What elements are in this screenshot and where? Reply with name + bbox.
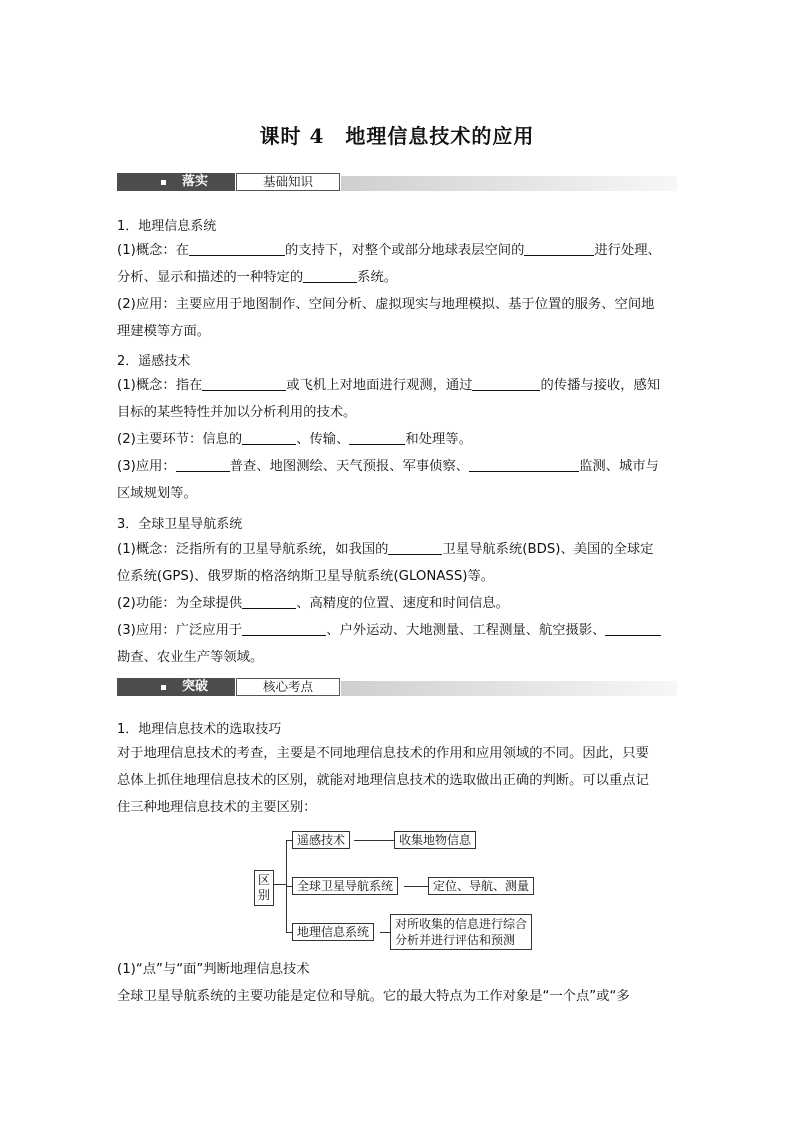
text: 监测、城市与 — [579, 459, 659, 474]
blank — [605, 621, 661, 636]
gis-content — [117, 237, 679, 345]
section-tag — [117, 173, 235, 191]
blank — [176, 457, 230, 472]
text: 和处理等。 — [405, 432, 472, 447]
text: (3)应用：广泛应用于 — [117, 623, 243, 638]
heading-gis: 1．地理信息系统 — [117, 219, 217, 234]
text: 住三种地理信息技术的主要区别： — [117, 800, 317, 815]
text: 全球卫星导航系统的主要功能是定位和导航。它的最大特点为工作对象是“一个点”或“多 — [117, 989, 630, 1004]
text: (3)应用： — [117, 459, 176, 474]
diagram-gis-desc — [390, 914, 532, 950]
section-bar-fade — [341, 176, 677, 191]
text: 普查、地图测绘、天气预报、军事侦察、 — [229, 459, 470, 474]
text: 进行处理、 — [594, 243, 661, 258]
text: 目标的某些特性并加以分析利用的技术。 — [117, 405, 357, 420]
connector — [404, 886, 428, 887]
text: (1)概念：指在 — [117, 378, 203, 393]
blank — [242, 621, 326, 636]
lesson-title: 课时 4 地理信息技术的应用 — [259, 124, 535, 148]
heading-gnss: 3．全球卫星导航系统 — [117, 517, 243, 532]
square-bullet-icon — [161, 180, 166, 185]
section-label: 基础知识 — [236, 173, 340, 191]
text: (2)应用：主要应用于地图制作、空间分析、虚拟现实与地理模拟、基于位置的服务、空间地 — [117, 297, 655, 312]
rs-content — [117, 372, 679, 507]
text: 、传输、 — [296, 432, 350, 447]
diagram-rs: 遥感技术 — [292, 831, 350, 849]
blank — [388, 540, 442, 555]
blank — [242, 594, 296, 609]
text: 分析、显示和描述的一种特定的 — [117, 270, 304, 285]
text: 或飞机上对地面进行观测，通过 — [286, 378, 473, 393]
connector — [274, 884, 286, 885]
text: 卫星导航系统(BDS)、美国的全球定 — [442, 542, 654, 557]
diagram-root: 区别 — [254, 870, 274, 906]
section-label: 核心考点 — [236, 678, 340, 696]
section-tag — [117, 678, 235, 696]
diagram-gis-desc-line: 分析并进行评估和预测 — [395, 933, 516, 947]
blank — [202, 376, 286, 391]
text: 系统。 — [357, 270, 398, 285]
blank — [349, 430, 405, 445]
section-bar-breakthrough — [117, 678, 677, 696]
judge-content — [117, 956, 679, 1010]
section-tag-label: 落实 — [182, 174, 209, 189]
diagram-gnss: 全球卫星导航系统 — [292, 877, 398, 895]
gnss-content — [117, 536, 679, 671]
heading-rs: 2．遥感技术 — [117, 354, 191, 369]
text: 的支持下，对整个或部分地球表层空间的 — [285, 243, 525, 258]
diagram-rs-desc: 收集地物信息 — [394, 831, 476, 849]
diagram-gis: 地理信息系统 — [292, 923, 374, 941]
connector — [380, 932, 390, 933]
blank — [303, 268, 357, 283]
text: 对于地理信息技术的考查，主要是不同地理信息技术的作用和应用领域的不同。因此，只要 — [117, 746, 649, 761]
section-bar-foundation — [117, 173, 677, 191]
text: 勘查、农业生产等领域。 — [117, 650, 264, 665]
judge-heading: (1)“点”与“面”判断地理信息技术 — [117, 962, 310, 977]
blank — [524, 241, 594, 256]
text: 位系统(GPS)、俄罗斯的格洛纳斯卫星导航系统(GLONASS)等。 — [117, 569, 495, 584]
text: (2)功能：为全球提供 — [117, 596, 243, 611]
diagram-gnss-desc: 定位、导航、测量 — [428, 877, 534, 895]
blank — [469, 457, 579, 472]
diagram-gis-desc-line: 对所收集的信息进行综合 — [395, 917, 528, 931]
square-bullet-icon — [161, 685, 166, 690]
text: 的传播与接收，感知 — [540, 378, 661, 393]
text: (1)概念：泛指所有的卫星导航系统，如我国的 — [117, 542, 389, 557]
tips-content — [117, 740, 679, 821]
text: (1)概念：在 — [117, 243, 190, 258]
text: 区域规划等。 — [117, 486, 197, 501]
section-bar-fade — [341, 681, 677, 696]
blank — [189, 241, 285, 256]
text: 总体上抓住地理信息技术的区别，就能对地理信息技术的选取做出正确的判断。可以重点记 — [117, 773, 649, 788]
text: (2)主要环节：信息的 — [117, 432, 243, 447]
text: 理建模等方面。 — [117, 324, 211, 339]
blank — [472, 376, 540, 391]
heading-tips: 1．地理信息技术的选取技巧 — [117, 722, 282, 737]
text: 、高精度的位置、速度和时间信息。 — [296, 596, 509, 611]
connector — [354, 840, 394, 841]
difference-diagram — [252, 826, 552, 956]
blank — [242, 430, 296, 445]
text: 、户外运动、大地测量、工程测量、航空摄影、 — [326, 623, 606, 638]
section-tag-label: 突破 — [182, 679, 209, 694]
